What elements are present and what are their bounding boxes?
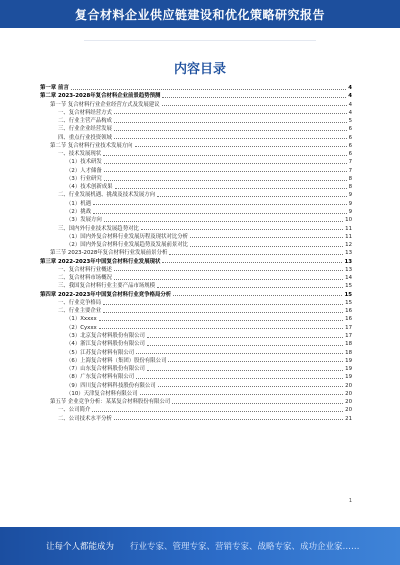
toc-entry[interactable] <box>40 390 352 398</box>
toc-entry-page: 19 <box>345 374 352 381</box>
toc-entry-label: 一、技术发展现状 <box>58 151 102 158</box>
toc-entry[interactable] <box>40 225 352 233</box>
toc-entry-label: （9）四川复合材料科技股份有限公司 <box>66 382 156 389</box>
toc-leader-dots <box>104 180 347 181</box>
toc-leader-dots <box>162 97 346 98</box>
toc-entry-page: 4 <box>348 93 352 100</box>
toc-entry-page: 16 <box>345 316 352 323</box>
report-title: 复合材料企业供应链建设和优化策略研究报告 <box>74 8 325 22</box>
toc-entry-page: 4 <box>348 109 352 116</box>
toc-entry[interactable] <box>40 398 352 406</box>
toc-leader-dots <box>168 361 343 362</box>
banner-roles: 行业专家、管理专家、营销专家、战略专家、成功企业家…… <box>130 542 360 552</box>
toc-entry[interactable] <box>40 101 352 109</box>
toc-entry-page: 11 <box>345 233 352 240</box>
toc-leader-dots <box>157 196 347 197</box>
toc-entry-page: 18 <box>345 349 352 356</box>
toc-entry[interactable] <box>40 150 352 158</box>
toc-leader-dots <box>114 419 343 420</box>
toc-leader-dots <box>140 394 344 395</box>
toc-entry-label: （1）Xxxxx <box>66 316 97 323</box>
page-number: 1 <box>348 498 352 504</box>
toc-leader-dots <box>71 89 346 90</box>
toc-entry-label: （1）机遇 <box>66 200 91 207</box>
toc-leader-dots <box>172 403 343 404</box>
divider <box>84 40 316 41</box>
toc-entry[interactable] <box>40 208 352 216</box>
toc-entry-label: （6）上海复合材料（集团）股份有限公司 <box>66 357 167 364</box>
banner-tagline: 让每个人都能成为 <box>46 542 115 552</box>
toc-entry[interactable] <box>40 266 352 274</box>
toc-entry[interactable] <box>40 282 352 290</box>
toc-entry-label: 二、行业发展机遇、挑战及技术发展方向 <box>58 192 156 199</box>
toc-entry-page: 6 <box>348 151 352 158</box>
toc-entry-page: 9 <box>348 192 352 199</box>
toc-entry[interactable] <box>40 233 352 241</box>
toc-leader-dots <box>173 295 342 296</box>
toc-entry-label: 第一节 复合材料行业企业经营方式及发展建议 <box>50 101 160 108</box>
toc-entry-label: 第一章 前言 <box>40 85 69 91</box>
toc-entry-page: 17 <box>345 332 352 339</box>
toc-leader-dots <box>190 246 343 247</box>
toc-entry-label: （4）浙江复合材料股份有限公司 <box>66 341 145 348</box>
toc-entry[interactable] <box>40 84 352 92</box>
toc-entry-label: （2）挑战 <box>66 208 91 215</box>
toc-entry-label: 第三节 2023-2028年复合材料行业发展前景分析 <box>50 250 168 257</box>
toc-entry[interactable] <box>40 307 352 315</box>
toc-entry-label: （3）发展方向 <box>66 217 102 224</box>
toc-leader-dots <box>114 113 347 114</box>
toc-entry[interactable] <box>40 241 352 249</box>
toc-entry-label: （7）山东复合材料股份有限公司 <box>66 366 145 373</box>
toc-entry-label: 三、我国复合材料行业主要产品市场规模 <box>58 283 156 290</box>
toc-entry-label: 一、复合材料行业概述 <box>58 266 112 273</box>
toc-leader-dots <box>115 188 347 189</box>
toc-leader-dots <box>158 386 343 387</box>
toc-leader-dots <box>104 163 347 164</box>
toc-entry[interactable] <box>40 183 352 191</box>
toc-leader-dots <box>104 221 343 222</box>
toc-entry-page: 19 <box>345 357 352 364</box>
toc-entry[interactable] <box>40 373 352 381</box>
toc-entry-label: （8）广东复合材料有限公司 <box>66 374 135 381</box>
toc-entry[interactable] <box>40 340 352 348</box>
toc-entry[interactable] <box>40 315 352 323</box>
toc-leader-dots <box>93 213 347 214</box>
toc-leader-dots <box>157 287 343 288</box>
toc-entry-page: 4 <box>348 101 352 108</box>
toc-entry[interactable] <box>40 175 352 183</box>
toc-entry[interactable] <box>40 274 352 282</box>
toc-entry-label: （2）Cyxxx <box>66 324 97 331</box>
toc-entry-page: 18 <box>345 341 352 348</box>
toc-entry-page: 16 <box>345 308 352 315</box>
toc-entry[interactable] <box>40 92 352 100</box>
toc-entry-label: 一、行业竞争格局 <box>58 299 102 306</box>
toc-leader-dots <box>114 138 347 139</box>
toc-leader-dots <box>114 270 343 271</box>
toc-entry[interactable] <box>40 291 352 299</box>
toc-entry[interactable] <box>40 125 352 133</box>
toc-entry-page: 5 <box>348 118 352 125</box>
toc-entry[interactable] <box>40 382 352 390</box>
toc-entry-page: 10 <box>345 217 352 224</box>
toc-entry[interactable] <box>40 332 352 340</box>
toc-entry-label: 第四章 2022-2023年中国复合材料行业竞争格局分析 <box>40 291 172 298</box>
toc-entry-label: （3）北京复合材料股份有限公司 <box>66 332 145 339</box>
toc-entry-label: 第三章 2022-2023年中国复合材料行业发展现状 <box>40 258 161 265</box>
toc-entry-page: 17 <box>345 324 352 331</box>
toc-leader-dots <box>147 345 343 346</box>
toc-entry-page: 21 <box>345 415 352 422</box>
toc-leader-dots <box>104 171 347 172</box>
toc-entry-page: 20 <box>345 390 352 397</box>
toc-entry-page: 13 <box>344 258 352 265</box>
toc-entry-page: 8 <box>348 184 352 191</box>
toc-entry-page: 9 <box>348 200 352 207</box>
toc-entry[interactable] <box>40 415 352 423</box>
toc-entry-label: （2）国内外复合材料行业发展趋势及发展前景对比 <box>66 242 189 249</box>
toc-entry-page: 15 <box>344 291 352 298</box>
toc-entry-page: 15 <box>345 299 352 306</box>
toc-entry[interactable] <box>40 406 352 414</box>
toc-entry-label: 三、国内外行业技术发展趋势对比 <box>58 225 139 232</box>
toc-entry[interactable] <box>40 216 352 224</box>
toc-entry-page: 6 <box>348 126 352 133</box>
toc-leader-dots <box>92 411 343 412</box>
toc-leader-dots <box>103 312 343 313</box>
toc-entry-label: 四、重点行业投资领域 <box>58 134 112 141</box>
toc-entry-page: 8 <box>348 175 352 182</box>
toc-entry[interactable] <box>40 109 352 117</box>
toc-entry[interactable] <box>40 349 352 357</box>
toc-entry-label: 第五节 企业竞争分析：某某复合材料股份有限公司 <box>50 399 171 406</box>
toc-entry[interactable] <box>40 249 352 257</box>
toc-entry[interactable] <box>40 258 352 266</box>
toc-entry-page: 15 <box>345 283 352 290</box>
toc-leader-dots <box>162 262 342 263</box>
toc-entry-label: 二、复合材料市场概况 <box>58 275 112 282</box>
toc-leader-dots <box>135 146 347 147</box>
toc-entry[interactable] <box>40 191 352 199</box>
toc-heading: 内容目录 <box>173 62 226 77</box>
toc-entry-page: 6 <box>348 142 352 149</box>
toc-entry-label: （10）天津复合材料有限公司 <box>66 390 138 397</box>
toc-entry[interactable] <box>40 365 352 373</box>
toc-entry-page: 20 <box>345 382 352 389</box>
table-of-contents <box>40 84 352 423</box>
toc-entry[interactable] <box>40 357 352 365</box>
toc-entry-page: 11 <box>345 225 352 232</box>
toc-leader-dots <box>99 328 343 329</box>
toc-leader-dots <box>93 204 347 205</box>
toc-entry-label: 第二章 2023-2028年复合材料企业前景趋势预测 <box>40 93 161 100</box>
footer-banner <box>0 527 400 565</box>
report-header <box>0 0 400 28</box>
toc-leader-dots <box>99 320 343 321</box>
toc-entry-label: 一、公司简介 <box>58 407 91 414</box>
toc-entry-page: 6 <box>348 134 352 141</box>
toc-leader-dots <box>114 130 347 131</box>
toc-leader-dots <box>147 370 343 371</box>
toc-leader-dots <box>169 254 343 255</box>
toc-entry-page: 9 <box>348 208 352 215</box>
toc-entry-label: 二、行业主要企业 <box>58 308 102 315</box>
toc-entry-label: （1）技术研发 <box>66 159 102 166</box>
toc-leader-dots <box>136 378 343 379</box>
toc-entry-label: （3）行业研究 <box>66 175 102 182</box>
toc-leader-dots <box>114 122 347 123</box>
toc-entry[interactable] <box>40 299 352 307</box>
toc-entry-page: 13 <box>345 250 352 257</box>
toc-entry-label: 一、复合材料经营方式 <box>58 109 112 116</box>
toc-leader-dots <box>162 105 347 106</box>
toc-entry[interactable] <box>40 117 352 125</box>
toc-entry-label: （1）国内外复合材料行业发展历程及现状对比分析 <box>66 233 189 240</box>
toc-leader-dots <box>147 337 343 338</box>
toc-entry[interactable] <box>40 167 352 175</box>
toc-entry-page: 7 <box>348 159 352 166</box>
toc-entry[interactable] <box>40 142 352 150</box>
toc-entry-label: 二、行业主营产品构成 <box>58 118 112 125</box>
toc-entry-label: 第二节 复合材料行业技术发展方向 <box>50 142 133 149</box>
toc-entry[interactable] <box>40 158 352 166</box>
toc-entry-page: 13 <box>345 266 352 273</box>
toc-leader-dots <box>103 155 346 156</box>
toc-entry-page: 14 <box>345 275 352 282</box>
toc-leader-dots <box>141 229 343 230</box>
toc-leader-dots <box>190 237 343 238</box>
toc-entry-page: 4 <box>348 85 352 91</box>
toc-entry-label: （2）人才储备 <box>66 167 102 174</box>
toc-entry[interactable] <box>40 134 352 142</box>
toc-entry-page: 20 <box>345 407 352 414</box>
toc-entry-label: （4）技术创新成果 <box>66 184 113 191</box>
toc-entry-page: 12 <box>345 242 352 249</box>
toc-entry-page: 20 <box>345 399 352 406</box>
toc-leader-dots <box>114 279 343 280</box>
toc-leader-dots <box>103 304 343 305</box>
toc-entry[interactable] <box>40 200 352 208</box>
toc-entry[interactable] <box>40 324 352 332</box>
toc-entry-label: （5）江苏复合材料有限公司 <box>66 349 135 356</box>
toc-entry-label: 二、公司技术水平分析 <box>58 415 112 422</box>
toc-entry-page: 7 <box>348 167 352 174</box>
toc-entry-label: 三、行业企业经营发展 <box>58 126 112 133</box>
toc-entry-page: 19 <box>345 366 352 373</box>
toc-leader-dots <box>136 353 343 354</box>
